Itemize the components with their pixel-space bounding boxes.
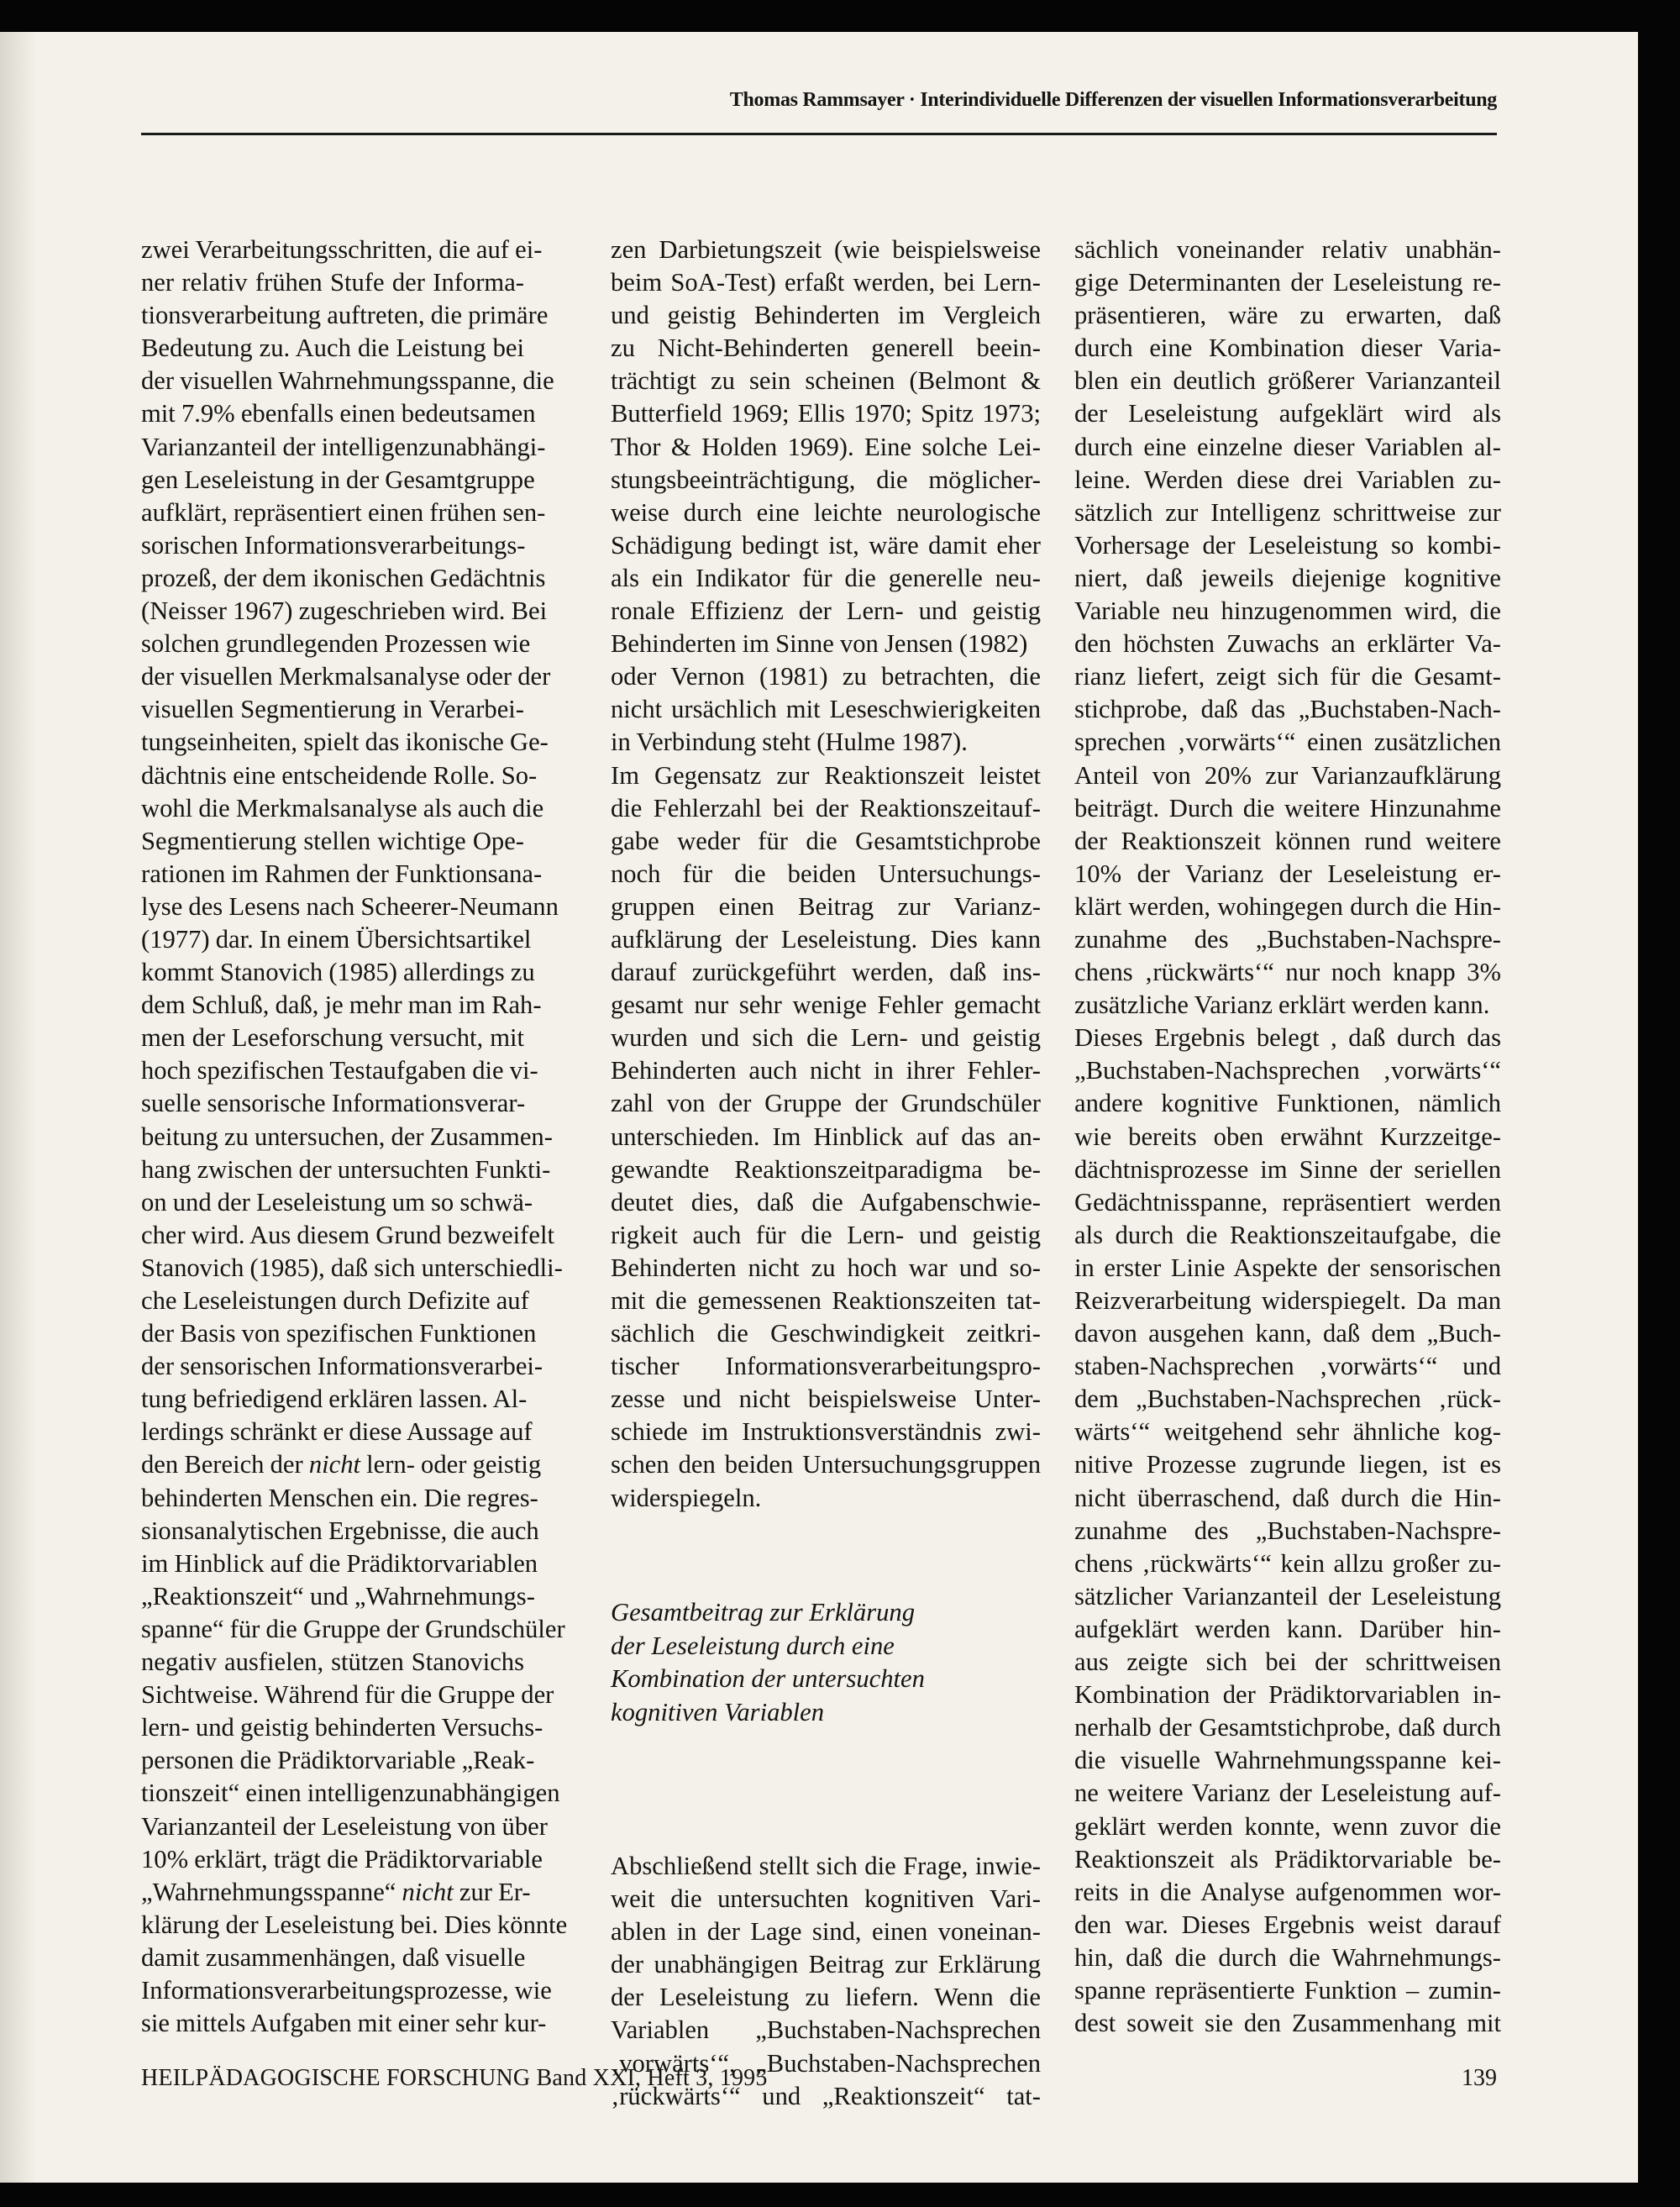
binding-edge (0, 32, 37, 2183)
right-line: Variable neu hinzugenommen wird, die (1074, 596, 1501, 626)
right-line: reits in die Analyse aufgenommen wor- (1074, 1877, 1501, 1906)
left-line: (1977) dar. In einem Übersichtsartikel (141, 924, 532, 954)
running-head-text: Thomas Rammsayer · Interindividuelle Differenzen der visuellen Informationsverarbeitung (729, 89, 1497, 111)
right-line: geklärt werden konnte, wenn zuvor die (1074, 1811, 1501, 1841)
middle-line: mit die gemessenen Reaktionszeiten tat- (611, 1286, 1041, 1315)
middle-line: als ein Indikator für die generelle neu- (611, 563, 1041, 592)
left-line: suelle sensorische Informationsverar- (141, 1089, 526, 1118)
right-line: chens ‚rückwärts‘“ nur noch knapp 3% (1074, 958, 1501, 987)
right-line: der Reaktionszeit können rund weitere (1074, 826, 1501, 855)
right-line: Gedächtnisspanne, repräsentiert werden (1074, 1187, 1501, 1216)
left-line: spanne“ für die Gruppe der Grundschüler (141, 1614, 565, 1643)
left-line: on und der Leseleistung um so schwä- (141, 1187, 533, 1216)
left-line: behinderten Menschen ein. Die regres- (141, 1483, 538, 1512)
right-line: leine. Werden diese drei Variablen zu- (1074, 465, 1501, 494)
left-line: Varianzanteil der intelligenzunabhängi- (141, 432, 546, 461)
right-line: „Buchstaben-Nachsprechen ‚vorwärts‘“ (1074, 1056, 1501, 1085)
left-line: Informationsverarbeitungsprozesse, wie (141, 1975, 552, 2005)
right-line: zunahme des „Buchstaben-Nachspre- (1074, 924, 1501, 954)
journal-citation: HEILPÄDAGOGISCHE FORSCHUNG Band XXI, Heft 3, 1995 (141, 2065, 768, 2091)
left-line: Segmentierung stellen wichtige Ope- (141, 826, 524, 855)
middle-line: Behinderten im Sinne von Jensen (1982) (611, 629, 1028, 659)
left-line: hoch spezifischen Testaufgaben die vi- (141, 1056, 538, 1085)
middle-line: wurden und sich die Lern- und geistig (611, 1023, 1041, 1053)
right-line: präsentieren, wäre zu erwarten, daß (1074, 301, 1501, 330)
middle_after-line: ablen in der Lage sind, einen voneinan- (611, 1917, 1041, 1947)
right-line: hin, daß die durch die Wahrnehmungs- (1074, 1942, 1501, 1972)
left-line: prozeß, der dem ikonischen Gedächtnis (141, 563, 546, 592)
left-line: im Hinblick auf die Prädiktorvariablen (141, 1548, 538, 1578)
middle-line: zu Nicht-Behinderten generell beein- (611, 334, 1041, 363)
middle_after-line: Abschließend stellt sich die Frage, inwie- (611, 1852, 1041, 1880)
left-line: der visuellen Merkmalsanalyse oder der (141, 662, 551, 691)
left-line: lerdings schränkt er diese Aussage auf (141, 1417, 533, 1447)
middle-line: deutet dies, daß die Aufgabenschwie- (611, 1187, 1041, 1216)
left-line: damit zusammenhängen, daß visuelle (141, 1942, 526, 1972)
right-line: Reizverarbeitung widerspiegelt. Da man (1074, 1286, 1501, 1315)
middle_after-line: der unabhängigen Beitrag zur Erklärung (611, 1950, 1041, 1979)
left-line: personen die Prädiktorvariable „Reak- (141, 1746, 535, 1775)
middle-line: zesse und nicht beispielsweise Unter- (611, 1385, 1041, 1414)
right-line: nitive Prozesse zugrunde liegen, ist es (1074, 1450, 1501, 1479)
right-line: staben-Nachsprechen ‚vorwärts‘“ und (1074, 1352, 1501, 1381)
right-line: den höchsten Zuwachs an erklärter Va- (1074, 629, 1501, 659)
right-line: als durch die Reaktionszeitaufgabe, die (1074, 1220, 1501, 1249)
left-line: „Reaktionszeit“ und „Wahrnehmungs- (141, 1581, 535, 1611)
right-line: klärt werden, wohingegen durch die Hin- (1074, 891, 1501, 921)
left-line: 10% erklärt, trägt die Prädiktorvariable (141, 1844, 543, 1873)
middle-line: gruppen einen Beitrag zur Varianz- (611, 891, 1041, 921)
page-number: 139 (1462, 2065, 1497, 2091)
left-line: dächtnis eine entscheidende Rolle. So- (141, 760, 538, 790)
middle-line: Behinderten auch nicht in ihrer Fehler- (611, 1056, 1041, 1085)
left-line: aufklärt, repräsentiert einen frühen sen- (141, 497, 546, 527)
right-line: die visuelle Wahrnehmungsspanne kei- (1074, 1746, 1501, 1775)
left-line: solchen grundlegenden Prozessen wie (141, 629, 531, 659)
left-line: sorischen Informationsverarbeitungs- (141, 530, 526, 560)
left-line: der visuellen Wahrnehmungsspanne, die (141, 366, 554, 396)
middle_after-line: der Leseleistung zu liefern. Wenn die (611, 1983, 1041, 2012)
left-line: Bedeutung zu. Auch die Leistung bei (141, 334, 524, 363)
middle_after-line: Variablen „Buchstaben-Nachsprechen (611, 2015, 1041, 2045)
right-line: Dieses Ergebnis belegt , daß durch das (1074, 1023, 1501, 1053)
middle-line: zahl von der Gruppe der Grundschüler (611, 1089, 1041, 1118)
middle-line: Butterfield 1969; Ellis 1970; Spitz 1973; (611, 399, 1041, 428)
left-line: tung befriedigend erklären lassen. Al- (141, 1385, 528, 1414)
right-line: Kombination der Prädiktorvariablen in- (1074, 1680, 1501, 1710)
middle-line: Behinderten nicht zu hoch war und so- (611, 1253, 1041, 1282)
right-line: zusätzliche Varianz erklärt werden kann. (1074, 991, 1490, 1020)
left-line: mit 7.9% ebenfalls einen bedeutsamen (141, 399, 536, 428)
right-line: davon ausgehen kann, daß dem „Buch- (1074, 1319, 1501, 1348)
middle-line: gesamt nur sehr wenige Fehler gemacht (611, 991, 1041, 1020)
left-line: negativ ausfielen, stützen Stanovichs (141, 1647, 524, 1677)
right-line: in erster Linie Aspekte der sensorischen (1074, 1253, 1501, 1282)
left-line: zwei Verarbeitungsschritten, die auf ei- (141, 235, 543, 264)
right-line: dem „Buchstaben-Nachsprechen ‚rück- (1074, 1385, 1501, 1414)
left-line: sionsanalytischen Ergebnisse, die auch (141, 1516, 539, 1545)
middle-line: rigkeit auch für die Lern- und geistig (611, 1220, 1041, 1249)
left-line: men der Leseforschung versucht, mit (141, 1023, 524, 1053)
left-line: lern- und geistig behinderten Versuchs- (141, 1713, 543, 1742)
right-line: zunahme des „Buchstaben-Nachspre- (1074, 1516, 1501, 1545)
middle-line: ronale Effizienz der Lern- und geistig (611, 596, 1041, 626)
middle-line: aufklärung der Leseleistung. Dies kann (611, 924, 1041, 954)
right-line: andere kognitive Funktionen, nämlich (1074, 1089, 1501, 1118)
left-line: sie mittels Aufgaben mit einer sehr kur- (141, 2009, 547, 2038)
right-line: aus zeigte sich bei der schrittweisen (1074, 1647, 1501, 1677)
middle-line: gewandte Reaktionszeitparadigma be- (611, 1154, 1041, 1184)
middle-line: Schädigung bedingt ist, wäre damit eher (611, 530, 1041, 560)
middle-line: schiede im Instruktionsverständnis zwi- (611, 1417, 1041, 1447)
right-line: nicht überraschend, daß durch die Hin- (1074, 1483, 1501, 1512)
left-line: kommt Stanovich (1985) allerdings zu (141, 958, 535, 987)
left-line: Sichtweise. Während für die Gruppe der (141, 1680, 554, 1710)
left-line: der Basis von spezifischen Funktionen (141, 1319, 537, 1348)
heading-line: kognitiven Variablen (611, 1697, 825, 1726)
left-line: wohl die Merkmalsanalyse als auch die (141, 793, 544, 822)
right-line: rianz liefert, zeigt sich für die Gesamt- (1074, 662, 1501, 691)
middle-line: und geistig Behinderten im Vergleich (611, 301, 1041, 330)
right-line: spanne repräsentierte Funktion – zumin- (1074, 1975, 1501, 2005)
left-line: hang zwischen der untersuchten Funkti- (141, 1154, 551, 1184)
heading-line: der Leseleistung durch eine (611, 1631, 895, 1660)
left-line: klärung der Leseleistung bei. Dies könnte (141, 1910, 568, 1939)
right-line: Anteil von 20% zur Varianzaufklärung (1074, 760, 1501, 790)
left-line: tionsverarbeitung auftreten, die primäre (141, 301, 549, 330)
left-line: rationen im Rahmen der Funktionsana- (141, 859, 543, 888)
left-line: tungseinheiten, spielt das ikonische Ge- (141, 728, 549, 757)
middle-line: nicht ursächlich mit Leseschwierigkeiten (611, 695, 1041, 724)
right-line: dächtnisprozesse im Sinne der seriellen (1074, 1154, 1501, 1184)
right-line: Reaktionszeit als Prädiktorvariable be- (1074, 1844, 1501, 1873)
right-line: dest soweit sie den Zusammenhang mit (1074, 2009, 1501, 2038)
left-line: gen Leseleistung in der Gesamtgruppe (141, 465, 535, 494)
left-line: Varianzanteil der Leseleistung von über (141, 1811, 548, 1841)
middle-line: tischer Informationsverarbeitungspro- (611, 1352, 1041, 1381)
left-line: der sensorischen Informationsverarbei- (141, 1352, 543, 1381)
middle_after-line: ‚vorwärts‘“, „Buchstaben-Nachsprechen (611, 2048, 1041, 2078)
left-line: che Leseleistungen durch Defizite auf (141, 1286, 529, 1315)
middle-line: zen Darbietungszeit (wie beispielsweise (611, 235, 1041, 264)
middle-line: beim SoA-Test) erfaßt werden, bei Lern- (611, 268, 1041, 297)
right-line: nerhalb der Gesamtstichprobe, daß durch (1074, 1713, 1501, 1742)
middle-line: schen den beiden Untersuchungsgruppen (611, 1450, 1041, 1479)
middle-line: stungsbeeinträchtigung, die möglicher- (611, 465, 1041, 494)
middle-line: trächtigt zu sein scheinen (Belmont & (611, 366, 1041, 396)
heading-line: Kombination der untersuchten (611, 1664, 925, 1694)
middle-line: Im Gegensatz zur Reaktionszeit leistet (611, 760, 1041, 790)
left-line: cher wird. Aus diesem Grund bezweifelt (141, 1220, 554, 1249)
middle-line: oder Vernon (1981) zu betrachten, die (611, 662, 1041, 691)
middle-line: darauf zurückgeführt werden, daß ins- (611, 958, 1041, 987)
right-line: Vorhersage der Leseleistung so kombi- (1074, 530, 1501, 560)
right-line: chens ‚rückwärts‘“ kein allzu großer zu- (1074, 1548, 1501, 1578)
middle-line: noch für die beiden Untersuchungs- (611, 859, 1041, 888)
middle_after-line: ‚rückwärts‘“ und „Reaktionszeit“ tat- (611, 2081, 1041, 2110)
section-heading (611, 1596, 1041, 1729)
left-line: „Wahrnehmungsspanne“ nicht zur Er- (141, 1877, 531, 1906)
left-line: ner relativ frühen Stufe der Informa- (141, 268, 524, 297)
left-line: (Neisser 1967) zugeschrieben wird. Bei (141, 596, 548, 626)
left-line: visuellen Segmentierung in Verarbei- (141, 695, 524, 724)
left-line: dem Schluß, daß, je mehr man im Rah- (141, 991, 542, 1020)
right-line: blen ein deutlich größerer Varianzanteil (1074, 366, 1501, 396)
text-column-left (141, 234, 568, 2040)
right-line: aufgeklärt werden kann. Darüber hin- (1074, 1614, 1501, 1643)
running-header (141, 82, 1497, 135)
right-line: wärts‘“ weitgehend sehr ähnliche kog- (1074, 1417, 1501, 1447)
middle-line: widerspiegeln. (611, 1483, 762, 1512)
journal-page (0, 32, 1638, 2183)
middle_after-line: weit die untersuchten kognitiven Vari- (611, 1884, 1041, 1914)
right-line: der Leseleistung aufgeklärt wird als (1074, 399, 1501, 428)
right-line: sprechen ‚vorwärts‘“ einen zusätzlichen (1074, 728, 1501, 757)
text-column-right (1074, 234, 1501, 2040)
left-line: tionszeit“ einen intelligenzunabhängigen (141, 1779, 560, 1808)
right-line: sätzlicher Varianzanteil der Leseleistung (1074, 1581, 1501, 1611)
right-line: stichprobe, daß das „Buchstaben-Nach- (1074, 695, 1501, 724)
right-line: gige Determinanten der Leseleistung re- (1074, 268, 1501, 297)
heading-line: Gesamtbeitrag zur Erklärung (611, 1598, 916, 1626)
right-line: durch eine Kombination dieser Varia- (1074, 334, 1501, 363)
left-line: den Bereich der nicht lern- oder geistig (141, 1450, 542, 1479)
left-line: lyse des Lesens nach Scheerer-Neumann (141, 891, 559, 921)
right-line: wie bereits oben erwähnt Kurzzeitge- (1074, 1122, 1501, 1151)
middle-line: gabe weder für die Gesamtstichprobe (611, 826, 1041, 855)
right-line: durch eine einzelne dieser Variablen al- (1074, 432, 1501, 461)
middle-line: Thor & Holden 1969). Eine solche Lei- (611, 432, 1041, 461)
middle-line: unterschieden. Im Hinblick auf das an- (611, 1122, 1041, 1151)
right-line: ne weitere Varianz der Leseleistung auf- (1074, 1779, 1501, 1808)
right-line: sätzlich zur Intelligenz schrittweise zur (1074, 497, 1501, 527)
right-line: beiträgt. Durch die weitere Hinzunahme (1074, 793, 1501, 822)
right-line: den war. Dieses Ergebnis weist darauf (1074, 1910, 1501, 1939)
text-column-middle (611, 234, 1041, 1515)
middle-line: in Verbindung steht (Hulme 1987). (611, 728, 968, 757)
middle-line: die Fehlerzahl bei der Reaktionszeitauf- (611, 793, 1041, 822)
left-line: beitung zu untersuchen, der Zusammen- (141, 1122, 553, 1151)
right-line: niert, daß jeweils diejenige kognitive (1074, 563, 1501, 592)
left-line: Stanovich (1985), daß sich unterschiedli- (141, 1253, 563, 1282)
right-line: sächlich voneinander relativ unabhän- (1074, 235, 1501, 264)
right-line: 10% der Varianz der Leseleistung er- (1074, 859, 1501, 888)
middle-line: sächlich die Geschwindigkeit zeitkri- (611, 1319, 1041, 1348)
middle-line: weise durch eine leichte neurologische (611, 497, 1041, 527)
